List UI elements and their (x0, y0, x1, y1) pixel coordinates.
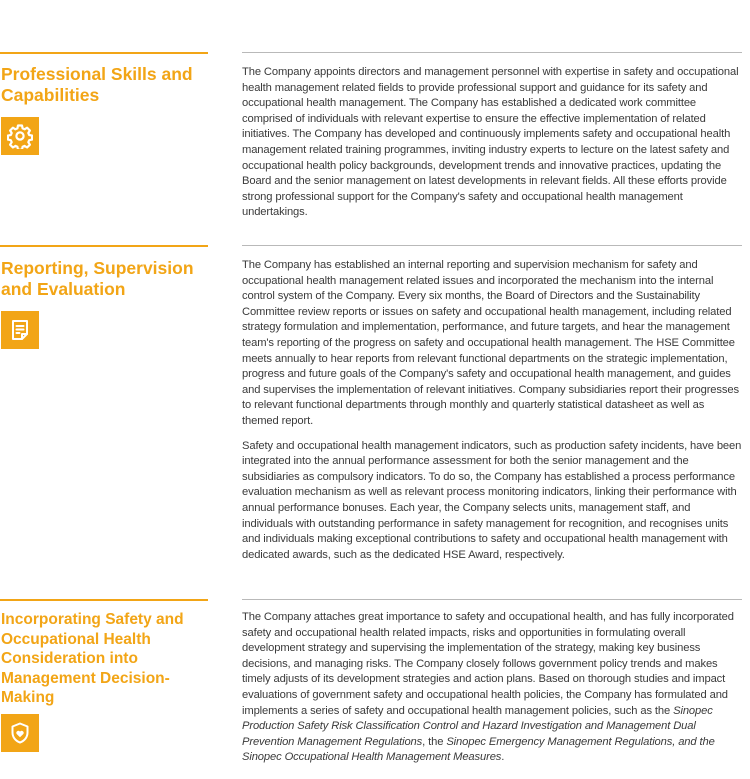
shield-heart-icon (1, 714, 39, 752)
paragraph-text: The Company attaches great importance to safety and occupational health, and has fully incorporated safety and occupational health related impacts, risks and opportunities in formulating overall development strategy and supervising the implementation of the strategy, making key business decisions, and managing risks. The Company closely follows government policy trends and makes timely adjusts of its development strategies and action plans. Based on thorough studies and impact evaluations of government safety and occupational health policies, the Company has formulated and implements a series of safety and occupational health management policies, such as the (242, 611, 734, 717)
section-body (242, 610, 742, 775)
section-divider-rule (242, 52, 742, 53)
body-paragraph: The Company appoints directors and management personnel with expertise in safety and occupational health management related fields to provide professional support and guidance for its safety and occupational health management. The Company has established a dedicated work committee comprised of individuals with relevant expertise to ensure the effective implementation of related initiatives. The Company has developed and continuously implements safety and occupational health management related training programmes, inviting industry experts to lecture on the latest safety and occupational health policy backgrounds, development trends and innovative practices, updating the Board and the senior management on latest developments in relevant fields. All these efforts provide strong professional support for the Company's safety and occupational health management undertakings. (242, 66, 739, 219)
body-paragraph (242, 610, 742, 766)
section-accent-rule (0, 599, 208, 601)
paragraph-text: . (501, 751, 505, 764)
body-paragraph: Safety and occupational health management indicators, such as production safety incidents, have been integrated into the annual performance assessment for both the senior management and the subsidiaries as compulsory indicators. To do so, the Company has established a process performance evaluation mechanism as well as relevant process monitoring indicators, linking their performance with annual performance bonuses. Each year, the Company selects units, management staff, and individuals with outstanding performance in safety management for recognition, and recognises units and individuals making exceptional contributions to safety and occupational health management with dedicated awards, such as the dedicated HSE Award, respectively. (242, 439, 742, 561)
section-accent-rule (0, 245, 208, 247)
document-icon (1, 311, 39, 349)
regulation-title: Sinopec Emergency Management Regulations, and the Sinopec Occupational Health Management Measures (242, 735, 715, 764)
section-heading: Incorporating Safety and Occupational Health Consideration into Management Decision-Making (1, 611, 184, 706)
body-paragraph: The Company has established an internal reporting and supervision mechanism for safety and occupational health management related issues and incorporated the mechanism into the internal control system of the Company. Every six months, the Board of Directors and the Sustainability Committee review reports or issues on safety and occupational health management, including related strategy formulation and implementation, performance, and future targets, and hear the management team's reporting of the progress on safety and occupational health management. The HSE Committee meets annually to hear reports from relevant functional departments on the strategic implementation, progress and future goals of the Company's safety and occupational health management, and guides and supervises the implementation of relevant initiatives. Company subsidiaries report their progresses to relevant functional departments through monthly and quarterly statistical datasheet as well as themed report. (242, 259, 739, 427)
paragraph-text: , the (422, 735, 447, 748)
section-body (242, 65, 742, 230)
section-body (242, 258, 742, 572)
gear-icon (1, 117, 39, 155)
regulation-title: Sinopec Production Safety Risk Classification Control and Hazard Investigation and Management Dual Prevention Management Regulations (242, 704, 713, 748)
section-heading: Reporting, Supervision and Evaluation (1, 258, 194, 299)
section-accent-rule (0, 52, 208, 54)
section-divider-rule (242, 245, 742, 246)
section-divider-rule (242, 599, 742, 600)
section-heading: Professional Skills and Capabilities (1, 64, 193, 105)
